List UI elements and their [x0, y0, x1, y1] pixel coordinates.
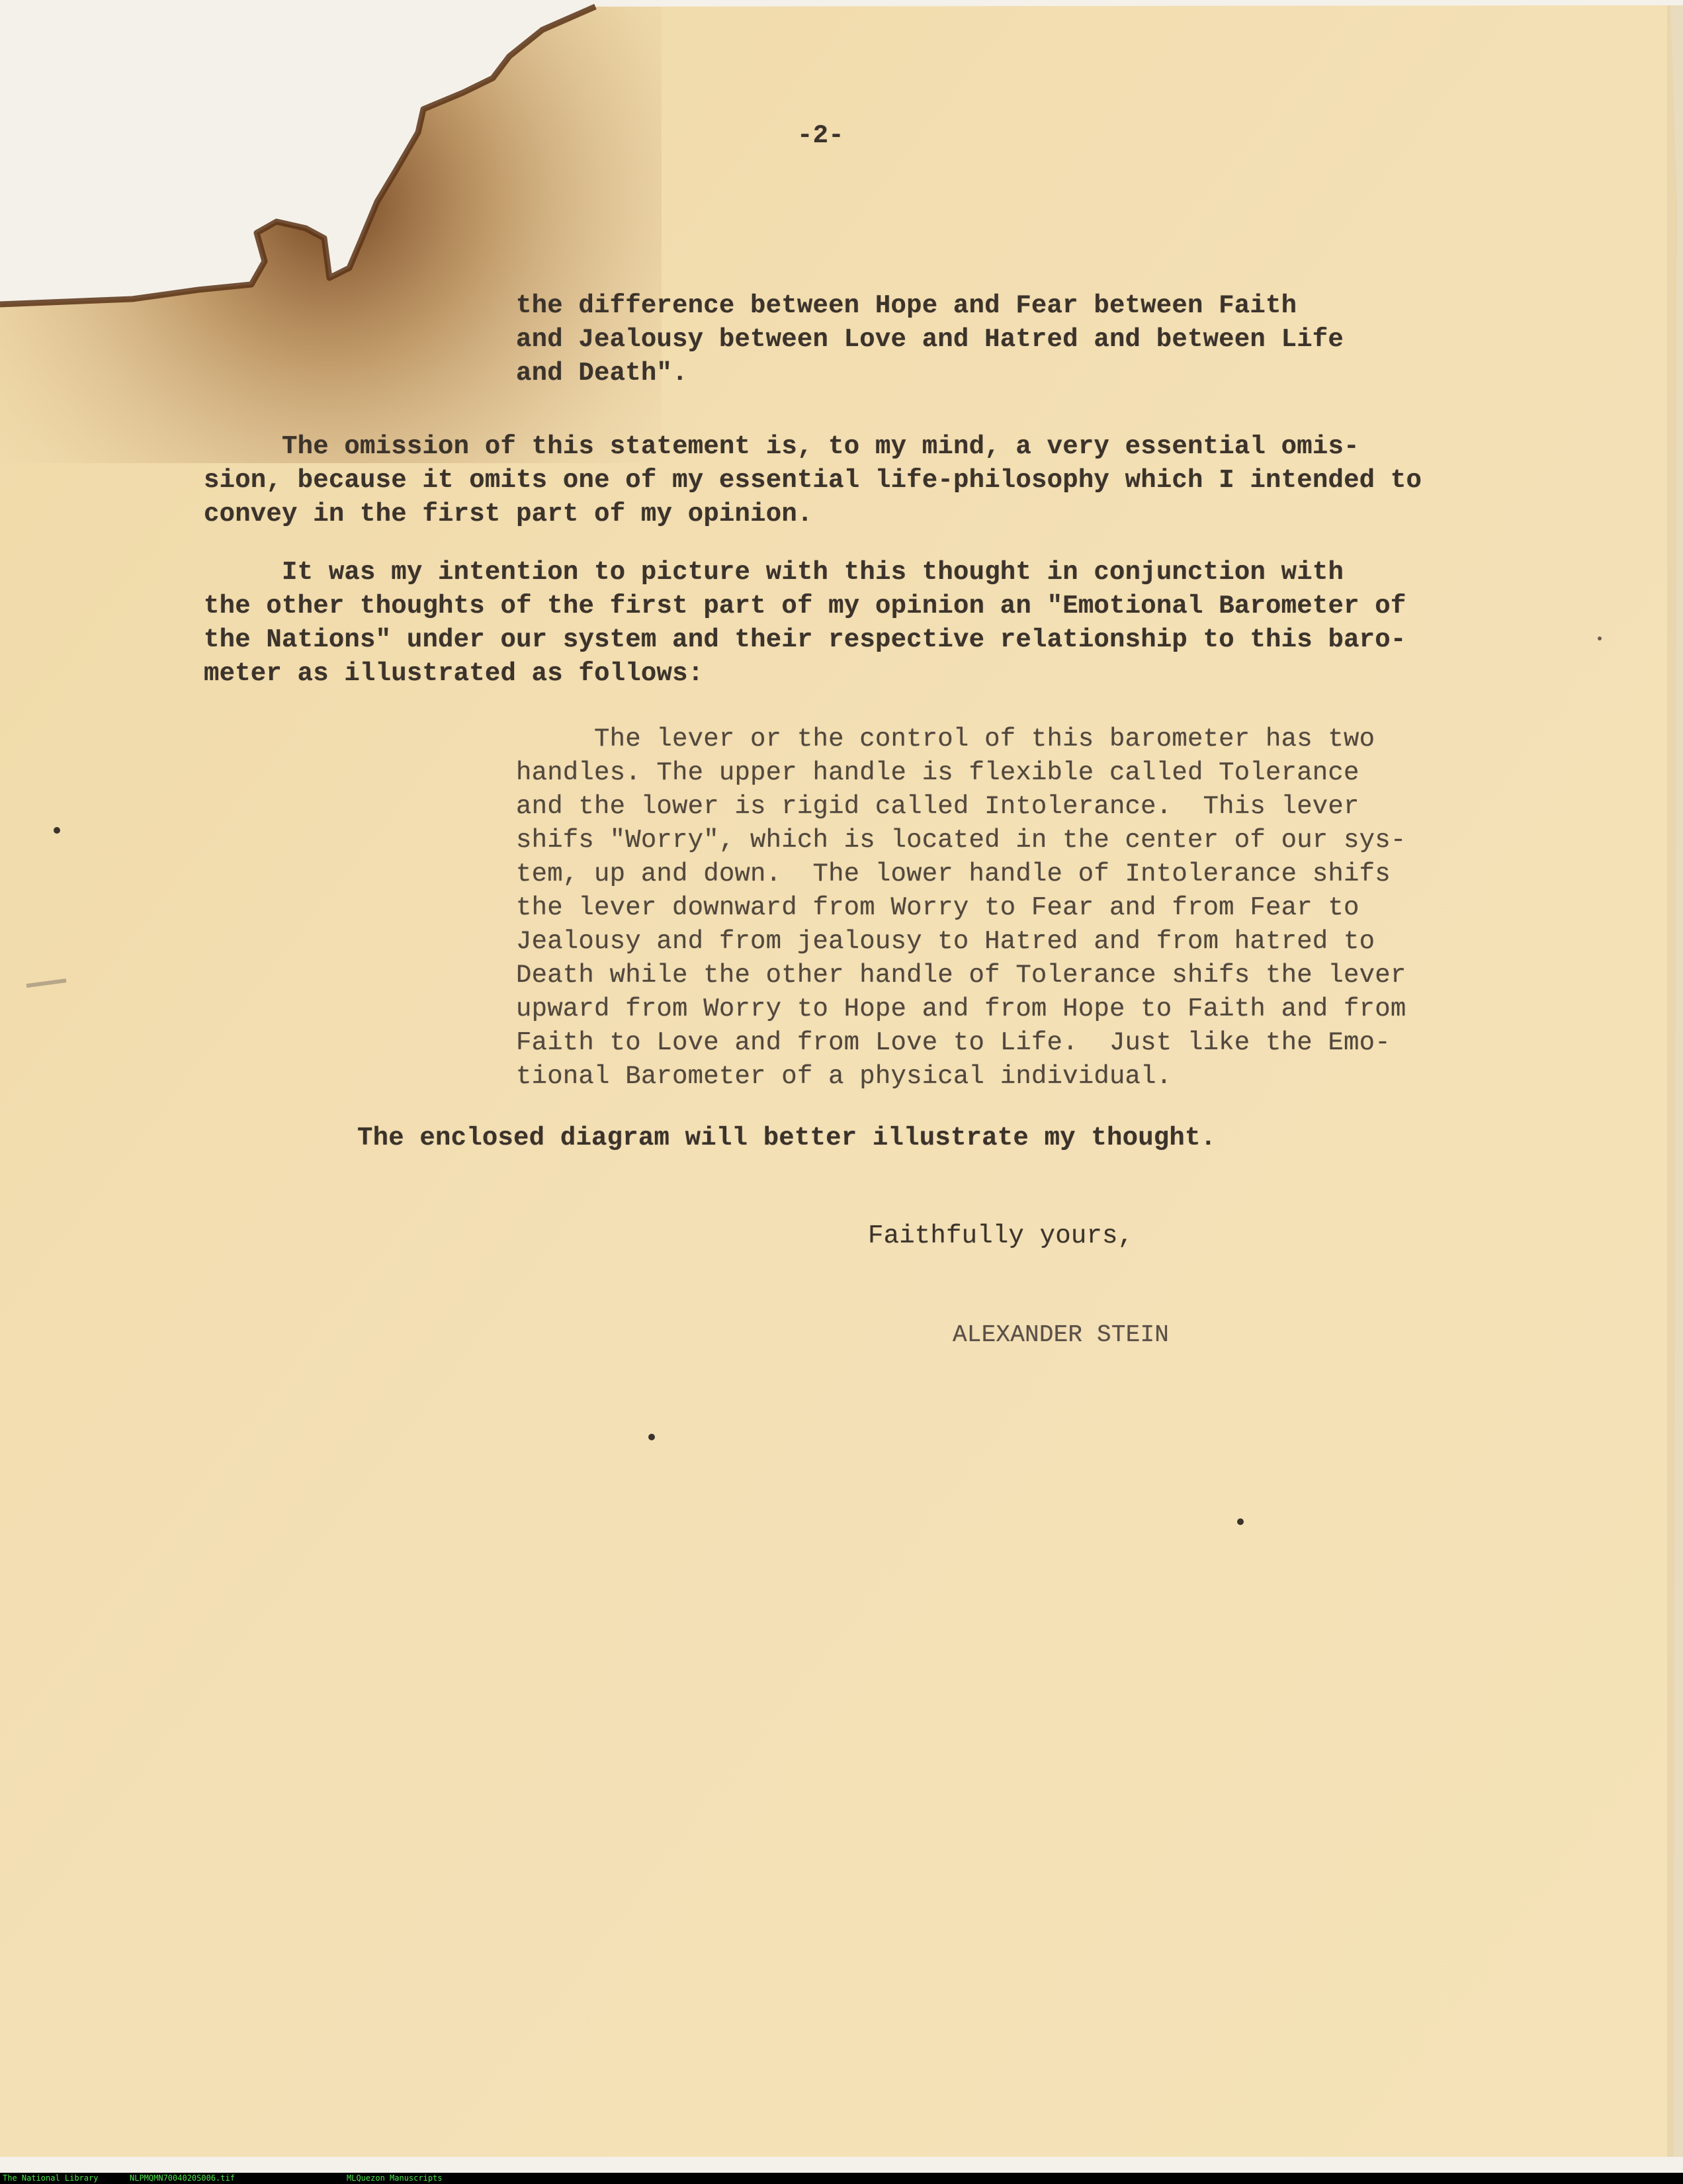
paper-right-edge	[1667, 5, 1683, 2157]
footer-collection-name: MLQuezon Manuscripts	[347, 2173, 443, 2183]
closing-salutation: Faithfully yours,	[868, 1221, 1134, 1250]
scan-footer-bar	[0, 2173, 1683, 2184]
paragraph-omission: The omission of this statement is, to my mind, a very essential omis- sion, because it omits one of my essential life-philosophy which I intended to convey in the first part of my opinion.	[204, 432, 1422, 529]
paragraph-enclosed-diagram: The enclosed diagram will better illustrate my thought.	[357, 1123, 1217, 1153]
ink-speck	[54, 827, 60, 834]
quote-continuation: the difference between Hope and Fear between Faith and Jealousy between Love and Hatred and between Life and Death".	[516, 291, 1344, 388]
footer-library-label: The National Library	[3, 2173, 99, 2183]
footer-file-name: NLPMQMN7004020S006.tif	[130, 2173, 235, 2183]
signature-name: ALEXANDER STEIN	[953, 1321, 1170, 1348]
ink-speck	[648, 1434, 655, 1440]
burn-mark	[0, 7, 662, 463]
page-number: -2-	[797, 121, 844, 150]
paragraph-barometer-lever: The lever or the control of this barometer has two handles. The upper handle is flexible called Tolerance and the lower is rigid called Intolerance. This lever shifs "Worry", which is located in the center of our sys- tem, up and down. The lower handle of Intolerance shifs the lever downward from Worry to Fear and from Fear to Jealousy and from jealousy to Hatred and from hatred to Death while the other handle of Tolerance shifs the lever upward from Worry to Hope and from Hope to Faith and from Faith to Love and from Love to Life. Just like the Emo- tional Barometer of a physical individual.	[516, 724, 1406, 1091]
paragraph-intention: It was my intention to picture with this thought in conjunction with the other thoughts of the first part of my opinion an "Emotional Barometer of the Nations" under our system and their respective relationship to this baro- meter as illustrated as follows:	[204, 558, 1406, 688]
ink-speck	[1598, 636, 1602, 640]
ink-speck	[1237, 1518, 1244, 1525]
